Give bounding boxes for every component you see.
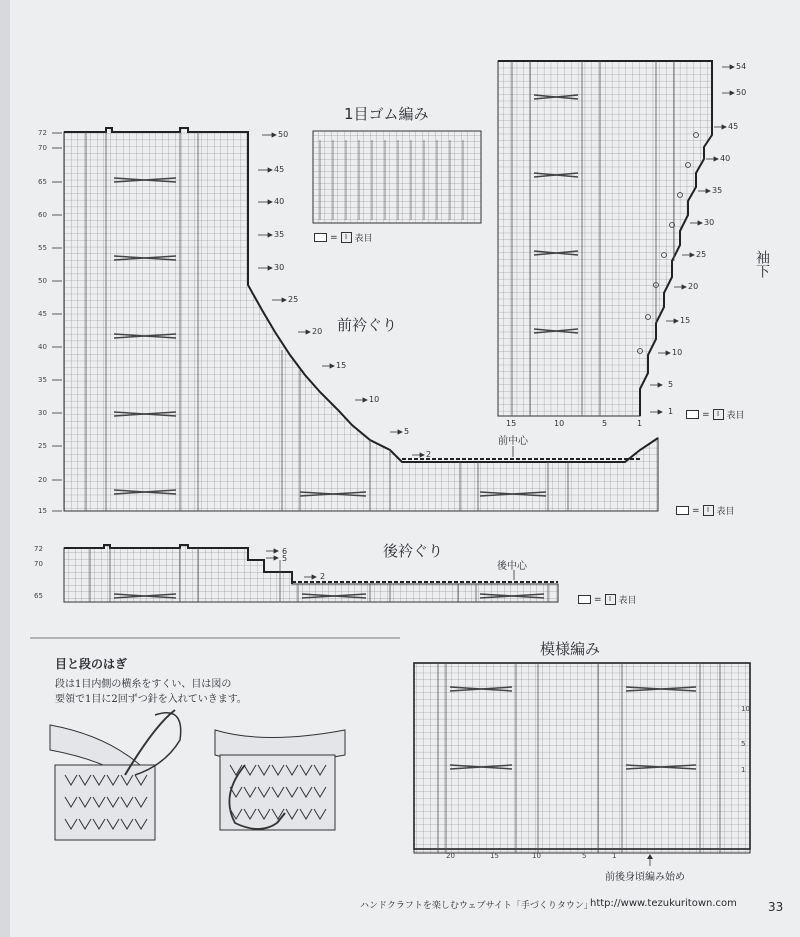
back-neck-chart xyxy=(30,540,570,610)
sleeve-col-label-5: 5 xyxy=(602,419,608,428)
front-arrow-label-25: 25 xyxy=(288,295,299,304)
sleeve-arrow-label-1: 1 xyxy=(668,407,674,416)
front-row-label-15: 15 xyxy=(38,507,47,515)
joining-text-line1: 段は1目内側の横糸をすくい、目は図の xyxy=(55,679,232,690)
sleeve-legend: = I 表目 xyxy=(686,408,745,421)
joining-illustration xyxy=(45,705,355,845)
sleeve-arrow-label-20: 20 xyxy=(688,282,699,291)
sleeve-arrow-label-40: 40 xyxy=(720,154,731,163)
front-arrow-label-10: 10 xyxy=(369,395,380,404)
front-row-label-60: 60 xyxy=(38,211,47,219)
back-arrow-label-6: 6 xyxy=(282,547,288,556)
sleeve-arrow-label-10: 10 xyxy=(672,348,683,357)
rib-legend: = I 表目 xyxy=(314,231,373,244)
pattern-col-label-5: 5 xyxy=(582,852,587,860)
back-center-label: 後中心 xyxy=(497,561,527,572)
front-row-label-72: 72 xyxy=(38,129,47,137)
sleeve-arrow-label-30: 30 xyxy=(704,218,715,227)
sleeve-arrow-label-25: 25 xyxy=(696,250,707,259)
section-divider xyxy=(30,636,400,640)
back-arrow-label-2: 2 xyxy=(320,572,326,581)
front-row-label-25: 25 xyxy=(38,442,47,450)
footer-url[interactable]: http://www.tezukuritown.com xyxy=(590,898,737,909)
pattern-row-label-1: 1 xyxy=(741,766,746,774)
front-center-label: 前中心 xyxy=(498,436,528,447)
front-arrow-label-2: 2 xyxy=(426,450,432,459)
pattern-row-label-5: 5 xyxy=(741,740,746,748)
pattern-col-label-1: 1 xyxy=(612,852,617,860)
back-legend: = I 表目 xyxy=(578,593,637,606)
pattern-title: 模様編み xyxy=(540,640,601,658)
front-row-label-55: 55 xyxy=(38,244,47,252)
front-arrow-label-30: 30 xyxy=(274,263,285,272)
front-arrow-label-40: 40 xyxy=(274,197,285,206)
pattern-start-label: 前後身頃編み始め xyxy=(605,872,685,883)
back-row-label-70: 70 xyxy=(34,560,43,568)
page-number: 33 xyxy=(768,900,784,914)
sleeve-under-title: 袖下 xyxy=(754,250,770,278)
front-arrow-label-35: 35 xyxy=(274,230,285,239)
front-arrow-label-5: 5 xyxy=(404,427,410,436)
sleeve-arrow-label-5: 5 xyxy=(668,380,674,389)
front-arrow-label-15: 15 xyxy=(336,361,347,370)
sleeve-col-label-1: 1 xyxy=(637,419,643,428)
sleeve-col-label-10: 10 xyxy=(554,419,565,428)
front-row-label-45: 45 xyxy=(38,310,47,318)
joining-title: 目と段のはぎ xyxy=(55,657,128,671)
sleeve-arrow-label-15: 15 xyxy=(680,316,691,325)
pattern-col-label-10: 10 xyxy=(532,852,541,860)
sleeve-arrow-label-35: 35 xyxy=(712,186,723,195)
footer-site-text: ハンドクラフトを楽しむウェブサイト「手づくりタウン」 xyxy=(360,901,593,911)
front-legend: = I 表目 xyxy=(676,504,735,517)
front-row-label-30: 30 xyxy=(38,409,47,417)
pattern-col-label-20: 20 xyxy=(446,852,455,860)
front-row-label-40: 40 xyxy=(38,343,47,351)
front-arrow-label-20: 20 xyxy=(312,327,323,336)
front-row-label-70: 70 xyxy=(38,144,47,152)
front-row-label-50: 50 xyxy=(38,277,47,285)
front-arrow-label-45: 45 xyxy=(274,165,285,174)
back-arrow-label-5: 5 xyxy=(282,554,288,563)
pattern-col-label-15: 15 xyxy=(490,852,499,860)
rib-chart xyxy=(312,130,482,225)
pattern-row-label-10: 10 xyxy=(741,705,750,713)
sleeve-col-label-15: 15 xyxy=(506,419,517,428)
back-row-label-65: 65 xyxy=(34,592,43,600)
sleeve-arrow-label-50: 50 xyxy=(736,88,747,97)
pattern-chart xyxy=(410,660,760,870)
front-row-label-20: 20 xyxy=(38,476,47,484)
rib-title: 1目ゴム編み xyxy=(344,105,429,123)
front-arrow-label-50: 50 xyxy=(278,130,289,139)
front-row-label-65: 65 xyxy=(38,178,47,186)
sleeve-chart xyxy=(490,55,760,435)
front-row-label-35: 35 xyxy=(38,376,47,384)
joining-text-line2: 要領で1目に2回ずつ針を入れていきます。 xyxy=(55,694,247,705)
sleeve-arrow-label-54: 54 xyxy=(736,62,747,71)
front-neck-title: 前衿ぐり xyxy=(337,316,398,334)
back-row-label-72: 72 xyxy=(34,545,43,553)
sleeve-arrow-label-45: 45 xyxy=(728,122,739,131)
back-neck-title: 後衿ぐり xyxy=(383,542,444,560)
